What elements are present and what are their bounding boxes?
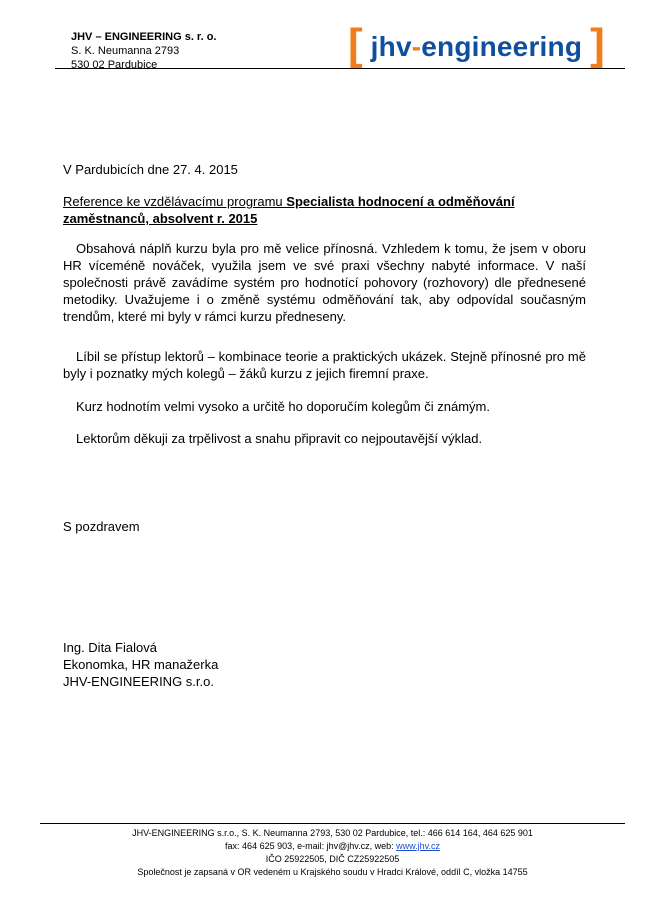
sender-street: S. K. Neumanna 2793 [71, 45, 180, 57]
paragraph-2: Líbil se přístup lektorů – kombinace teorie a praktických ukázek. Stejně přínosné pro mě byly i poznatky mých kolegů – žáků kurzu z jejich firemní praxe. [63, 349, 586, 381]
sender-name: JHV – ENGINEERING s. r. o. [71, 31, 217, 43]
footer-contacts: fax: 464 625 903, e-mail: jhv@jhv.cz, web: [225, 841, 397, 851]
letter-subject [63, 193, 563, 227]
footer [40, 827, 625, 879]
signature-name: Ing. Dita Fialová [63, 640, 157, 655]
signature-block [63, 639, 218, 690]
paragraph-4: Lektorům děkuji za trpělivost a snahu připravit co nejpoutavější výklad. [76, 431, 483, 446]
logo-text-engineering: engineering [421, 31, 583, 62]
footer-line-3: IČO 25922505, DIČ CZ25922505 [265, 854, 400, 864]
signature-title: Ekonomka, HR manažerka [63, 657, 219, 672]
letter-date: V Pardubicích dne 27. 4. 2015 [63, 162, 238, 177]
logo-bracket-right: ] [590, 20, 605, 69]
greeting: S pozdravem [63, 519, 140, 534]
footer-web-link[interactable]: www.jhv.cz [396, 841, 440, 851]
footer-line-2 [40, 840, 625, 853]
signature-company: JHV-ENGINEERING s.r.o. [63, 674, 214, 689]
subject-prefix: Reference ke vzdělávacímu programu [63, 194, 287, 209]
logo-bracket-left: [ [348, 20, 363, 69]
logo-text-jhv: jhv [370, 31, 412, 62]
header-divider [55, 68, 625, 69]
footer-divider [40, 823, 625, 824]
logo-dash: - [411, 31, 422, 62]
footer-line-1: JHV-ENGINEERING s.r.o., S. K. Neumanna 2793, 530 02 Pardubice, tel.: 466 614 164, 464 625 901 [132, 828, 533, 838]
subject-program: Specialista hodnocení a odměňování zaměstnanců, absolvent r. 2015 [63, 194, 515, 226]
sender-address [71, 30, 217, 72]
paragraph-3: Kurz hodnotím velmi vysoko a určitě ho doporučím kolegům či známým. [76, 399, 491, 414]
logo-text [363, 31, 590, 63]
footer-line-4: Společnost je zapsaná v OR vedeném u Krajského soudu v Hradci Králové, oddíl C, vložka 14755 [137, 867, 528, 877]
sender-city: 530 02 Pardubice [71, 59, 158, 71]
company-logo [348, 20, 605, 70]
paragraph-1: Obsahová náplň kurzu byla pro mě velice přínosná. Vzhledem k tomu, že jsem v oboru HR víceméně nováček, využila jsem ve své praxi všechny nabyté informace. V naší společnosti právě zavádíme systém pro hodnotící pohovory (rozhovory) dle přednesené metodiky. Uvažujeme i o změně systému odměňování tak, aby odpovídal současným trendům, které mi byly v rámci kurzu předneseny. [63, 241, 586, 324]
